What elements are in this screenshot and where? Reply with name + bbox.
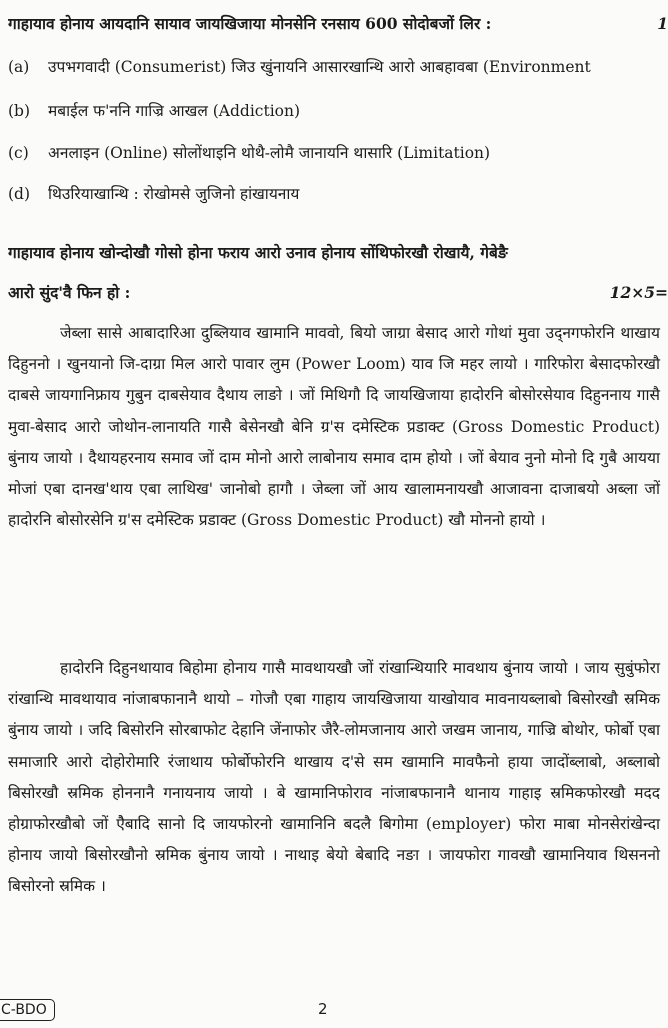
paper-code-badge: C-BDO bbox=[0, 999, 55, 1021]
option-c-text: अनलाइन (Online) सोलोंथाइनि थोथै-लोमै जानायनि थासारि (Limitation) bbox=[48, 144, 491, 162]
question1-heading-text: गाहायाव होनाय आयदानि सायाव जायखिजाया मोनसेनि रनसाय 600 सोदोबजों लिर : bbox=[8, 14, 492, 33]
question2-heading-line2: आरो सुंद'वै फिन हो : bbox=[8, 283, 131, 302]
question2-marks: 12×5= bbox=[609, 283, 668, 302]
option-b-text: मबाईल फ'ननि गाज्रि आखल (Addiction) bbox=[48, 102, 301, 120]
option-c-number: (c) bbox=[8, 144, 29, 162]
question2-heading bbox=[8, 243, 668, 263]
question1-heading bbox=[8, 14, 668, 34]
option-c bbox=[8, 143, 668, 163]
option-b-number: (b) bbox=[8, 102, 31, 120]
question2-heading-line1: गाहायाव होनाय खोन्दोखौ गोसो होना फराय आरो उनाव होनाय सोंथिफोरखौ रोखायै, गेबेङै bbox=[8, 243, 508, 262]
option-d bbox=[8, 184, 668, 204]
passage-paragraph-2: हादोरनि दिहुनथायाव बिहोमा होनाय गासै मावथायखौ जों रांखान्थियारि मावथाय बुंनाय जायो । जाय सुबुंफोरा रांखान्थि मावथायाव नांजाबफानानै थायो – गोजौ एबा गाहाय जायखिजाया याखोयाव मावनायब्लाबो बिसोरखौ स्रमिक बुंनाय जायो । जदि बिसोरनि सोरबाफोट देहानि जेंनाफोर जैरै-लोमजानाय आरो जखम जानाय, गाज्रि बोथोर, फोर्बो एबा समाजारि आरो दोहोरोमारि रंजाथाय फोर्बोफोरनि थाखाय द'से सम खामानि मावफैनो हाया जादोंब्लाबो, अब्लाबो बिसोरखौ स्रमिक होननानै गनायनाय जायो । बे खामानिफोराव नांजाबफानानै थानाय गाहाइ स्रमिकफोरखौ मदद होग्राफोरखौबो जों ऐैबादि सानो दि जायफोरनो खामानिनि बदलै बिगोमा (employer) फोरा माबा मोनसेरांखेन्दा होनाय जायो बिसोरखौनो स्रमिक बुंनाय जायो । नाथाइ बेयो बेबादि नङा । जायफोरा गावखौ खामानियाव थिसननो बिसोरनो स्रमिक । bbox=[8, 659, 660, 896]
option-b bbox=[8, 101, 668, 121]
option-a-text: उपभगवादी (Consumerist) जिउ खुंनायनि आसारखान्थि आरो आबहावबा (Environment bbox=[48, 58, 591, 76]
question2-heading-line2-row bbox=[8, 283, 668, 303]
option-d-number: (d) bbox=[8, 185, 31, 203]
passage-paragraph-1: जेब्ला सासे आबादारिआ दुब्लियाव खामानि माववो, बियो जाग्रा बेसाद आरो गोथां मुवा उद्नगफोरनि थाखाय दिहुननो । खुनयानो जि-दाग्रा मिल आरो पावार लुम (Power Loom) याव जि महर लायो । गारिफोरा बेसादफोरखौ दाबसे जायगानिफ्राय गुबुन दाबसेयाव दैथाय लाङो । जों मिथिगौ दि जायखिजाया हादोरनि बोसोरसेयाव दिहुननाय गासै मुवा-बेसाद आरो जोथोन-लानायति गासै बेसेनखौ बेनि ग्र'स दमेस्टिक प्रडाक्ट (Gross Domestic Product) बुंनाय जायो । दैथायहरनाय समाव जों दाम मोनो आरो लाबोनाय समाव दाम होयो । जों बेयाव नुनो मोनो दि गुबै आयया मोजां एबा दानख'थाय एबा लाथिख' जानोबो हागौ । जेब्ला जों आय खालामनायखौ आजावना दाजाबयो अब्ला जों हादोरनि बोसोरसेनि ग्र'स दमेस्टिक प्रडाक्ट (Gross Domestic Product) खौ मोननो हायो । bbox=[8, 324, 661, 530]
page-number: 2 bbox=[318, 1000, 328, 1018]
question1-marks: 1 bbox=[657, 14, 668, 33]
option-d-text: थिउरियाखान्थि : रोखोमसे जुजिनो हांखायनाय bbox=[48, 185, 300, 203]
option-a bbox=[8, 57, 668, 77]
option-a-number: (a) bbox=[8, 58, 30, 76]
